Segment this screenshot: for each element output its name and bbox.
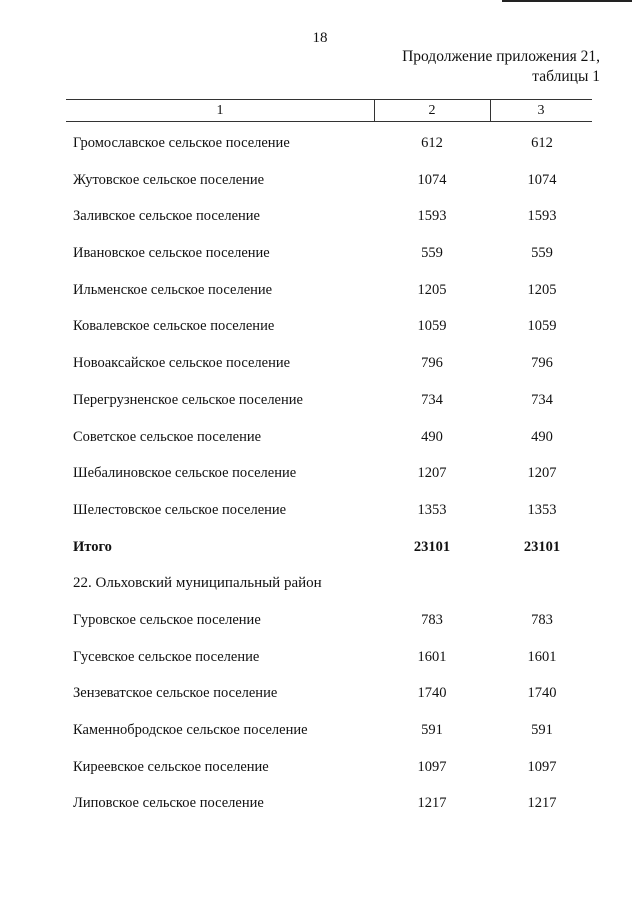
district-heading: 22. Ольховский муниципальный район [73,575,322,592]
column-header-3: 3 [537,103,545,118]
value-col-2: 1593 [417,208,447,225]
table-row [0,683,640,720]
table-row [0,206,640,243]
table-row [0,610,640,647]
value-col-3: 591 [531,722,553,738]
value-col-3: 1217 [527,795,557,812]
table-row [0,427,640,464]
total-row [0,537,640,574]
column-header-2: 2 [428,103,436,118]
settlement-name: Громославское сельское поселение [73,135,290,151]
continuation-note [402,47,600,87]
value-col-3: 1074 [527,171,557,188]
settlement-name: Жутовское сельское поселение [73,171,265,188]
value-col-2: 490 [421,428,443,445]
table-row [0,757,640,794]
settlement-name: Заливское сельское поселение [73,208,260,225]
settlement-name: Липовское сельское поселение [73,795,264,812]
value-col-3: 1740 [527,685,557,702]
value-col-2: 1074 [417,171,447,188]
table-row [0,647,640,684]
settlement-name: Киреевское сельское поселение [73,758,269,775]
value-col-2: 612 [421,135,443,151]
value-col-3: 559 [531,245,553,262]
value-col-2: 1353 [417,501,447,518]
table-row [0,500,640,537]
header-bottom-rule [66,121,592,122]
value-col-2: 1205 [417,281,447,298]
table-row [0,720,640,757]
total-value-col-2: 23101 [413,538,451,555]
value-col-2: 1740 [417,685,447,702]
value-col-2: 783 [421,611,443,628]
total-label: Итого [73,538,112,555]
value-col-2: 1097 [417,758,447,775]
value-col-2: 1601 [417,648,447,665]
settlement-name: Шебалиновское сельское поселение [73,465,297,482]
value-col-2: 559 [421,245,443,262]
value-col-2: 734 [421,391,443,408]
value-col-3: 1593 [527,208,557,225]
settlement-name: Ковалевское сельское поселение [73,318,275,335]
table-row [0,133,640,170]
settlement-name: Каменнобродское сельское поселение [73,722,308,738]
value-col-3: 1205 [527,281,557,298]
value-col-3: 490 [531,428,553,445]
scan-edge-mark [502,0,632,2]
table-row [0,280,640,317]
settlement-name: Новоаксайское сельское поселение [73,355,291,372]
value-col-3: 734 [531,391,553,408]
continuation-line-2: таблицы 1 [532,68,600,85]
settlement-name: Советское сельское поселение [73,428,262,445]
value-col-3: 1059 [527,318,557,335]
value-col-2: 1207 [417,465,447,482]
section-heading-row [0,573,640,610]
table-body [0,133,640,830]
value-col-3: 1097 [527,758,557,775]
settlement-name: Зензеватское сельское поселение [73,685,278,702]
settlement-name: Гусевское сельское поселение [73,648,260,665]
value-col-2: 1059 [417,318,447,335]
value-col-3: 1353 [527,501,557,518]
table-row [0,353,640,390]
value-col-3: 1207 [527,465,557,482]
table-row [0,390,640,427]
table-row [0,316,640,353]
settlement-name: Перегрузненское сельское поселение [73,391,303,408]
value-col-2: 796 [421,355,443,372]
settlement-name: Ильменское сельское поселение [73,281,273,298]
column-header-1: 1 [216,103,224,118]
settlement-name: Шелестовское сельское поселение [73,501,287,518]
total-value-col-3: 23101 [523,538,561,555]
value-col-2: 1217 [417,795,447,812]
table-row [0,170,640,207]
value-col-2: 591 [421,722,443,738]
table-row [0,243,640,280]
settlement-name: Ивановское сельское поселение [73,245,270,262]
value-col-3: 796 [531,355,553,372]
table-row [0,463,640,500]
settlement-name: Гуровское сельское поселение [73,611,261,628]
value-col-3: 783 [531,611,553,628]
value-col-3: 1601 [527,648,557,665]
value-col-3: 612 [531,135,553,151]
page-number: 18 [312,30,328,46]
continuation-line-1: Продолжение приложения 21, [402,48,600,65]
table-row [0,793,640,830]
table-header [66,100,592,122]
